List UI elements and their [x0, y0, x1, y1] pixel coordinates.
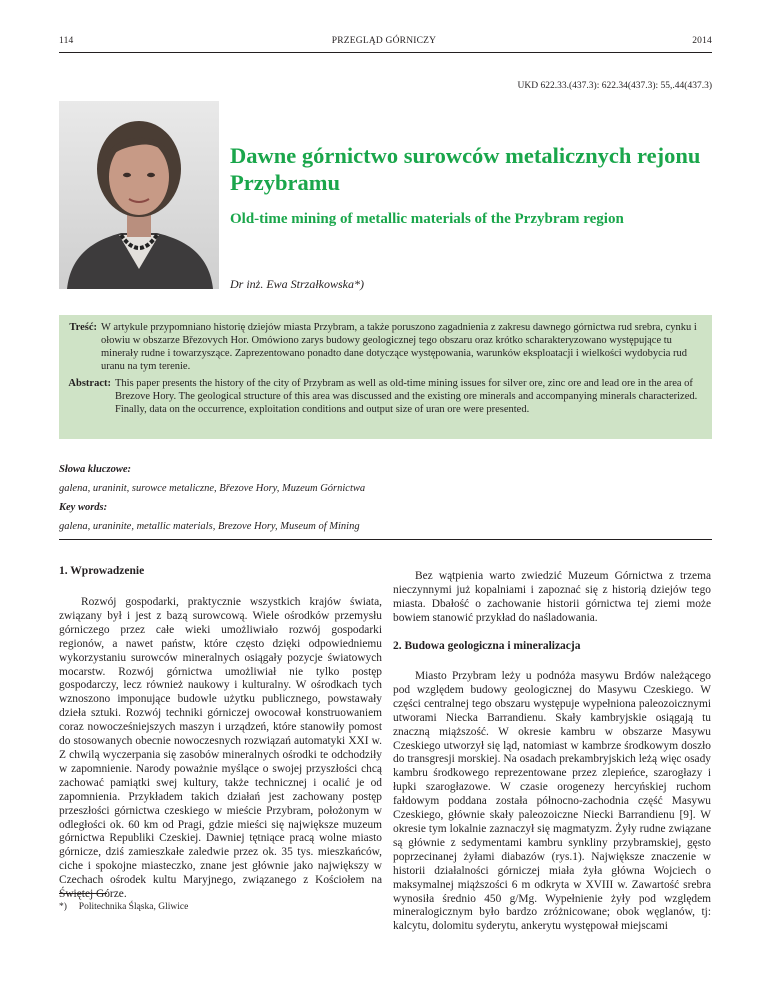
- section-1-text: [59, 596, 382, 902]
- abstract-box: [59, 315, 712, 439]
- author-name: Dr inż. Ewa Strzałkowska*): [230, 277, 365, 291]
- abstract-en-label: Abstract:: [68, 378, 111, 389]
- keywords-en-text: galena, uraninite, metallic materials, Brezove Hory, Museum of Mining: [59, 521, 360, 532]
- ukd-classification: UKD 622.33.(437.3): 622.34(437.3): 55,.44(437.3): [517, 81, 712, 91]
- section-1-heading: 1. Wprowadzenie: [59, 565, 145, 577]
- page-number: 114: [59, 36, 74, 46]
- article-title: Dawne górnictwo surowców metalicznych rejonu Przybramu: [230, 143, 701, 195]
- footnote: [59, 902, 188, 912]
- footnote-rule: [59, 893, 107, 894]
- abstract-pl-label: Treść:: [69, 322, 97, 333]
- section-2-paragraph: Miasto Przybram leży u podnóża masywu Brdów należącego pod względem budowy geologicznej do Masywu Czeskiego. W części centralnej tego obszaru występuje wypełniona paleozoicznymi utworami Niecka Barrandienu. Skały kambryjskie osiągają tu znaczną miąższość. W okresie kambru w obszarze Masywu Czeskiego utworzył się ląd, natomiast w kambrze środkowym doszło do transgresji morskiej. Na osadach prekambryjskich leżą więc osady kambru środkowego reprezentowane przez zlepieńce, szarogłazy i łupki szarogłazowe. W czasie orogenezy hercyńskiej ruchom fałdowym poddana została północno-zachodnia część Masywu Czeskiego, głównie skały paleozoiczne Niecki Barrandienu [9]. W okresie tym lokalnie zaznaczył się magmatyzm. Żyły rudne związane są głównie z sedymentami kambru synkliny przybramskiej, gęsto poprzecinanej żyłami diabazów (rys.1). Największe znaczenie w historii działalności górniczej miała żyła główna Wojciech o maksymalnej miąższości 6 m odkryta w XVIII w. Zawartość srebra wynosiła średnio 450 g/Mg. Wypełnienie żyły pod względem mineralogicznym było bardzo zróżnicowane; obok węglanów, tj: kalcytu, dolomitu syderytu, ankerytu występował miejscami: [393, 670, 711, 933]
- keywords-en-label: Key words:: [59, 502, 108, 513]
- right-intro-text: [393, 570, 711, 626]
- article-subtitle: Old-time mining of metallic materials of the Przybram region: [230, 211, 624, 227]
- footnote-text: Politechnika Śląska, Gliwice: [78, 902, 189, 912]
- journal-name: PRZEGLĄD GÓRNICZY: [331, 36, 437, 46]
- section-2-heading: 2. Budowa geologiczna i mineralizacja: [393, 640, 581, 652]
- right-intro-paragraph: Bez wątpienia warto zwiedzić Muzeum Górnictwa z trzema nieczynnymi już kopalniami i zapoznać się z historią dziejów tego miasta. Dbałość o zachowanie historii górnictwa tej ziemi może bowiem stanowić przykład do naśladowania.: [393, 570, 711, 624]
- keywords-pl-label: Słowa kluczowe:: [59, 464, 132, 475]
- keywords-pl-text: galena, uraninit, surowce metaliczne, Březove Hory, Muzeum Górnictwa: [59, 483, 366, 494]
- section-1-paragraph: Rozwój gospodarki, praktycznie wszystkich krajów świata, związany był i jest z bazą surowcową. Wiele ośrodków przemysłu górniczego przez całe wieki umożliwiało rozwój gospodarki regionów, a nawet państw, które często dzięki odpowiedniemu wykorzystaniu surowców mineralnych osiągały pozycje światowych mocarstw. Rozwój górnictwa umożliwiał nie tylko postęp gospodarczy, lecz również naukowy i kulturalny. W ośrodkach tych wznoszono imponujące budowle użytku publicznego, powstawały dzieła sztuki. Rozwój techniki górniczej owocował konstruowaniem coraz nowocześniejszych maszyn i urządzeń, które stanowiły pomost do stosowanych obecnie nowoczesnych rozwiązań automatyki XXI w. Z chwilą wyczerpania się zasobów mineralnych ośrodki te odchodziły w zapomnienie. Narody poważnie myślące o swojej przyszłości chcą zachować pamiątki swej kultury, także technicznej i ocalić je od zapomnienia. Przykładem takich działań jest zachowany postęp przeszłości górnictwa czeskiego w mieście Przybram, położonym w odległości ok. 60 km od Pragi, gdzie mieści się największe muzeum górnictwa Republiki Czeskiej. Dawniej tętniące pracą wolne miasto górnicze, dziś zamieszkałe zaledwie przez ok. 35 tys. mieszkańców, ciche i spokojne miasteczko, znane jest głównie jako największy w Czechach ośrodek kultu Maryjnego, związanego z Kościołem na Świętej Górze.: [59, 596, 382, 901]
- author-photo: [59, 101, 219, 289]
- section-separator: [59, 539, 712, 540]
- section-2-text: [393, 670, 711, 934]
- abstract-en-text: This paper presents the history of the city of Przybram as well as old-time mining issues for silver ore, zinc ore and lead ore in the area of Brezove Hory. The geological structure of this area was discussed and the existing ore minerals and accompanying minerals characterized. Finally, data on the occurrence, exploitation conditions and output size of uran ore were presented.: [115, 378, 698, 415]
- journal-year: 2014: [692, 36, 712, 46]
- author-portrait-image: [59, 101, 219, 289]
- footnote-mark: *): [59, 902, 67, 912]
- abstract-pl-text: W artykule przypomniano historię dziejów miasta Przybram, a także poruszono zagadnienia z zakresu dawnego górnictwa rud srebra, cynku i ołowiu w obszarze Březovych Hor. Omówiono zarys budowy geologicznej tego obszaru oraz krótko scharakteryzowano występujące tu minerały rudne i towarzyszące. Zaprezentowano ponadto dane dotyczące występowania, warunków eksploatacji i wielkości wydobycia rud uranu na tym terenie.: [101, 322, 697, 372]
- header-rule: [59, 52, 712, 53]
